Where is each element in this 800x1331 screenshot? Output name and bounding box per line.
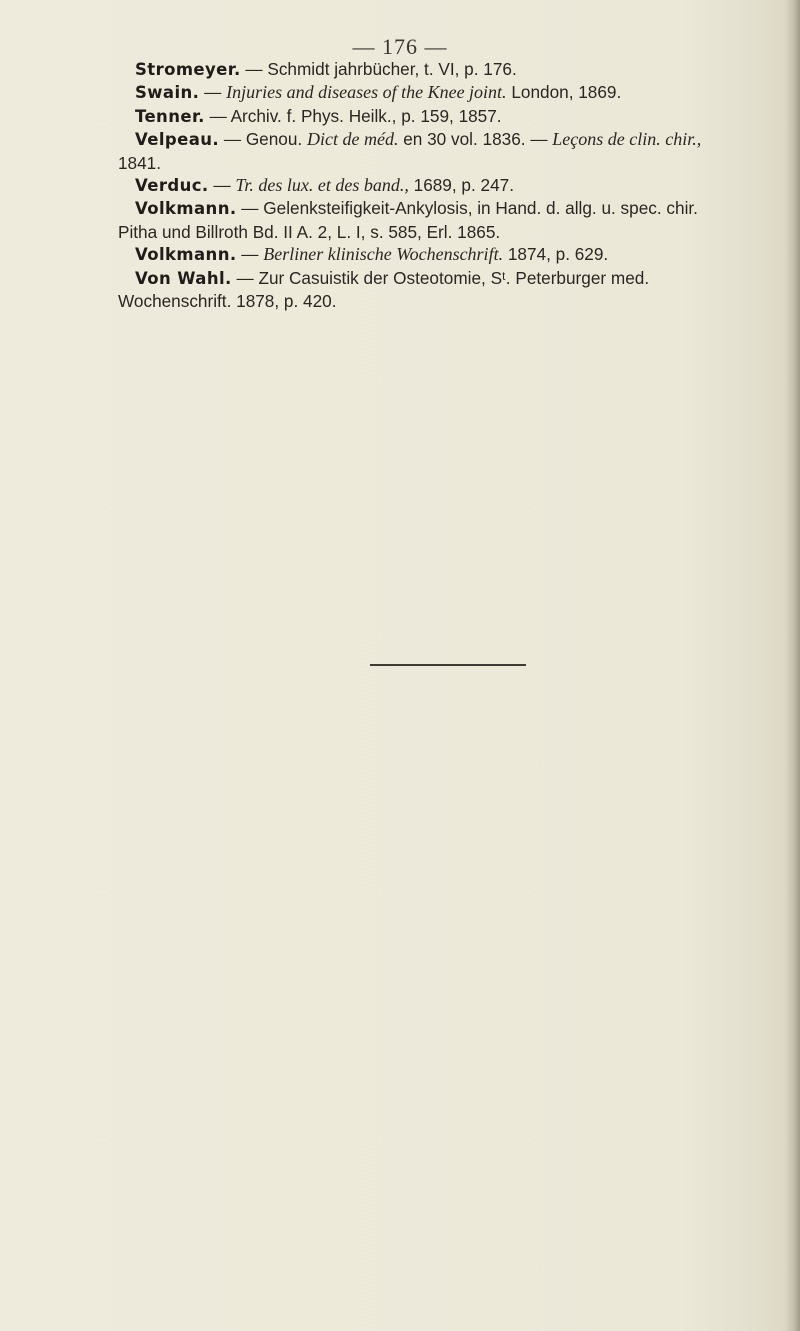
reference-title: Injuries and diseases of the Knee joint. [226,82,507,103]
reference-text: — [236,244,264,265]
reference-text: — [199,82,227,103]
reference-text: — Gelenksteifigkeit-Ankylosis, in Hand. d. allg. u. spec. chir. Pitha und Billroth Bd. II A. 2, L. I, s. 585, Erl. 1865. [118,198,698,242]
reference-author: Velpeau. [135,130,220,150]
reference-title: Tr. des lux. et des band., [235,175,409,196]
reference-text: 1874, p. 629. [503,244,609,265]
reference-text: — Schmidt jahrbücher, t. VI, p. 176. [240,59,517,79]
reference-text: — [208,175,236,196]
reference-title: Berliner klinische Wochenschrift. [263,244,504,265]
reference-title: Dict de méd. [306,129,399,150]
section-rule [370,664,526,666]
reference-text: — Archiv. f. Phys. Heilk., p. 159, 1857. [204,105,502,126]
reference-author: Tenner. [135,106,205,126]
reference-list [118,58,706,312]
reference-entry [118,197,706,243]
reference-text: London, 1869. [506,82,622,103]
reference-author: Swain. [135,83,200,103]
reference-entry [118,267,706,313]
reference-entry [118,243,706,266]
reference-author: Von Wahl. [135,268,232,288]
reference-entry [118,58,706,81]
reference-text: 1841. [118,152,162,173]
page-number: — 176 — [352,34,448,59]
reference-author: Volkmann. [135,199,237,219]
reference-entry [118,128,706,174]
reference-entry [118,105,706,128]
reference-author: Volkmann. [135,245,237,265]
reference-author: Verduc. [135,176,209,196]
reference-text: — Genou. [219,129,307,150]
reference-text: — Zur Casuistik der Osteotomie, Sᵗ. Peterburger med. Wochenschrift. 1878, p. 420. [118,267,650,312]
reference-author: Stromeyer. [135,60,241,79]
reference-entry [118,174,706,197]
reference-text: en 30 vol. 1836. — [398,129,553,150]
reference-entry [118,81,706,104]
reference-title: Leçons de clin. chir., [552,129,702,150]
page-edge-shadow [786,0,800,1331]
reference-text: 1689, p. 247. [408,175,514,196]
